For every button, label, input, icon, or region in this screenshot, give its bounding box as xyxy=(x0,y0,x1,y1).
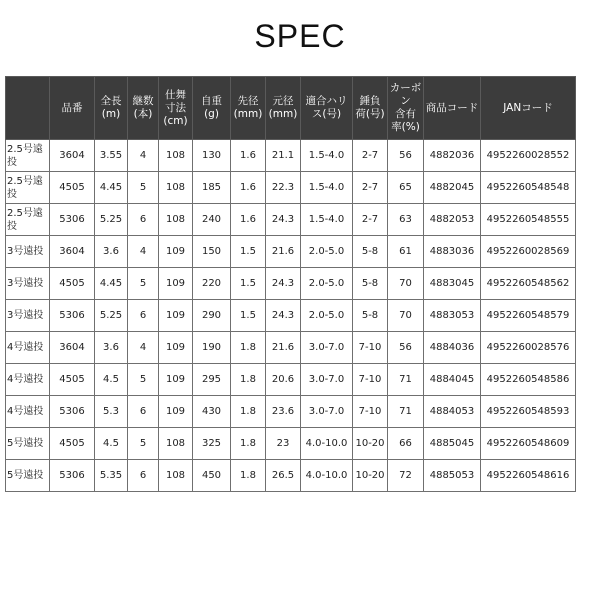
column-header-label: 元径 (mm) xyxy=(268,95,298,120)
column-header-tip-diameter xyxy=(231,77,266,140)
column-header-butt-diameter xyxy=(266,77,301,140)
cell-product-code: 4882036 xyxy=(424,140,481,172)
cell-part-number: 4505 xyxy=(50,268,95,300)
column-header-sections xyxy=(128,77,159,140)
cell-closed-length: 109 xyxy=(159,364,193,396)
cell-part-number: 5306 xyxy=(50,300,95,332)
cell-carbon-content: 56 xyxy=(388,332,424,364)
cell-sinker-load: 10-20 xyxy=(353,428,388,460)
column-header-total-length xyxy=(95,77,128,140)
cell-model-label: 2.5号遠投 xyxy=(6,140,50,172)
cell-carbon-content: 65 xyxy=(388,172,424,204)
cell-part-number: 3604 xyxy=(50,332,95,364)
cell-total-length: 3.6 xyxy=(95,236,128,268)
cell-model-label: 2.5号遠投 xyxy=(6,204,50,236)
cell-closed-length: 108 xyxy=(159,460,193,492)
column-header-label: 適合ハリ ス(号) xyxy=(305,95,348,120)
cell-closed-length: 108 xyxy=(159,428,193,460)
cell-line-rating: 2.0-5.0 xyxy=(301,236,353,268)
cell-tip-diameter: 1.8 xyxy=(231,396,266,428)
cell-butt-diameter: 26.5 xyxy=(266,460,301,492)
cell-carbon-content: 72 xyxy=(388,460,424,492)
cell-weight: 290 xyxy=(193,300,231,332)
table-row xyxy=(6,428,576,460)
cell-sinker-load: 10-20 xyxy=(353,460,388,492)
cell-model-label: 4号遠投 xyxy=(6,332,50,364)
cell-jan-code: 4952260548609 xyxy=(481,428,576,460)
cell-model-label: 3号遠投 xyxy=(6,236,50,268)
cell-jan-code: 4952260548593 xyxy=(481,396,576,428)
cell-product-code: 4882045 xyxy=(424,172,481,204)
cell-model-label: 3号遠投 xyxy=(6,300,50,332)
cell-total-length: 3.6 xyxy=(95,332,128,364)
cell-model-label: 4号遠投 xyxy=(6,396,50,428)
cell-part-number: 4505 xyxy=(50,172,95,204)
table-row xyxy=(6,396,576,428)
column-header-label: 商品コード xyxy=(425,101,479,114)
column-header-label: JANコード xyxy=(503,101,553,114)
table-row xyxy=(6,268,576,300)
cell-closed-length: 109 xyxy=(159,300,193,332)
cell-product-code: 4884053 xyxy=(424,396,481,428)
cell-weight: 450 xyxy=(193,460,231,492)
cell-closed-length: 109 xyxy=(159,332,193,364)
cell-product-code: 4884045 xyxy=(424,364,481,396)
cell-total-length: 5.25 xyxy=(95,204,128,236)
column-header-label: 品番 xyxy=(61,101,83,114)
cell-butt-diameter: 24.3 xyxy=(266,300,301,332)
spec-table xyxy=(5,76,576,492)
cell-sinker-load: 2-7 xyxy=(353,204,388,236)
cell-jan-code: 4952260548555 xyxy=(481,204,576,236)
cell-closed-length: 109 xyxy=(159,268,193,300)
cell-weight: 220 xyxy=(193,268,231,300)
cell-butt-diameter: 21.6 xyxy=(266,236,301,268)
cell-butt-diameter: 23 xyxy=(266,428,301,460)
column-header-label: 継数 (本) xyxy=(132,95,154,120)
cell-sections: 5 xyxy=(128,268,159,300)
cell-butt-diameter: 22.3 xyxy=(266,172,301,204)
spec-table-container xyxy=(5,76,576,492)
cell-tip-diameter: 1.8 xyxy=(231,364,266,396)
cell-weight: 325 xyxy=(193,428,231,460)
cell-line-rating: 4.0-10.0 xyxy=(301,460,353,492)
cell-sections: 5 xyxy=(128,364,159,396)
cell-weight: 150 xyxy=(193,236,231,268)
cell-butt-diameter: 21.6 xyxy=(266,332,301,364)
cell-part-number: 3604 xyxy=(50,140,95,172)
cell-carbon-content: 56 xyxy=(388,140,424,172)
table-row xyxy=(6,172,576,204)
cell-carbon-content: 71 xyxy=(388,364,424,396)
cell-tip-diameter: 1.8 xyxy=(231,332,266,364)
cell-sections: 6 xyxy=(128,204,159,236)
cell-total-length: 4.5 xyxy=(95,428,128,460)
cell-total-length: 5.25 xyxy=(95,300,128,332)
cell-product-code: 4883045 xyxy=(424,268,481,300)
cell-jan-code: 4952260028576 xyxy=(481,332,576,364)
cell-butt-diameter: 23.6 xyxy=(266,396,301,428)
cell-line-rating: 2.0-5.0 xyxy=(301,268,353,300)
cell-total-length: 3.55 xyxy=(95,140,128,172)
cell-product-code: 4883053 xyxy=(424,300,481,332)
cell-carbon-content: 61 xyxy=(388,236,424,268)
cell-sections: 4 xyxy=(128,332,159,364)
cell-sinker-load: 5-8 xyxy=(353,236,388,268)
cell-total-length: 4.5 xyxy=(95,364,128,396)
cell-sinker-load: 7-10 xyxy=(353,332,388,364)
cell-model-label: 5号遠投 xyxy=(6,460,50,492)
cell-sections: 5 xyxy=(128,428,159,460)
table-row xyxy=(6,300,576,332)
column-header-label: 仕舞 寸法 (cm) xyxy=(163,88,188,127)
cell-carbon-content: 63 xyxy=(388,204,424,236)
table-row xyxy=(6,140,576,172)
column-header-carbon-content xyxy=(388,77,424,140)
cell-tip-diameter: 1.6 xyxy=(231,204,266,236)
table-row xyxy=(6,332,576,364)
cell-part-number: 3604 xyxy=(50,236,95,268)
cell-sections: 6 xyxy=(128,300,159,332)
cell-tip-diameter: 1.8 xyxy=(231,460,266,492)
cell-model-label: 5号遠投 xyxy=(6,428,50,460)
cell-total-length: 5.3 xyxy=(95,396,128,428)
cell-butt-diameter: 21.1 xyxy=(266,140,301,172)
cell-weight: 240 xyxy=(193,204,231,236)
table-header-row xyxy=(6,77,576,140)
cell-sinker-load: 2-7 xyxy=(353,172,388,204)
cell-line-rating: 1.5-4.0 xyxy=(301,204,353,236)
cell-part-number: 5306 xyxy=(50,460,95,492)
column-header-weight xyxy=(193,77,231,140)
cell-tip-diameter: 1.5 xyxy=(231,300,266,332)
cell-butt-diameter: 24.3 xyxy=(266,268,301,300)
cell-total-length: 4.45 xyxy=(95,172,128,204)
column-header-label: カーボン 含有 率(%) xyxy=(389,82,422,133)
cell-sections: 5 xyxy=(128,172,159,204)
column-header-sinker-load xyxy=(353,77,388,140)
cell-line-rating: 4.0-10.0 xyxy=(301,428,353,460)
cell-line-rating: 1.5-4.0 xyxy=(301,172,353,204)
cell-sinker-load: 7-10 xyxy=(353,364,388,396)
cell-weight: 190 xyxy=(193,332,231,364)
cell-product-code: 4885045 xyxy=(424,428,481,460)
cell-jan-code: 4952260548586 xyxy=(481,364,576,396)
cell-product-code: 4884036 xyxy=(424,332,481,364)
column-header-model-label xyxy=(6,77,50,140)
cell-jan-code: 4952260028569 xyxy=(481,236,576,268)
cell-model-label: 3号遠投 xyxy=(6,268,50,300)
cell-sinker-load: 5-8 xyxy=(353,268,388,300)
cell-weight: 130 xyxy=(193,140,231,172)
cell-line-rating: 3.0-7.0 xyxy=(301,332,353,364)
column-header-label: 錘負 荷(号) xyxy=(355,95,385,120)
column-header-line-rating xyxy=(301,77,353,140)
cell-total-length: 4.45 xyxy=(95,268,128,300)
cell-jan-code: 4952260028552 xyxy=(481,140,576,172)
cell-sinker-load: 2-7 xyxy=(353,140,388,172)
cell-jan-code: 4952260548616 xyxy=(481,460,576,492)
cell-closed-length: 108 xyxy=(159,140,193,172)
column-header-part-number xyxy=(50,77,95,140)
cell-butt-diameter: 20.6 xyxy=(266,364,301,396)
cell-weight: 295 xyxy=(193,364,231,396)
table-body xyxy=(6,140,576,492)
cell-product-code: 4882053 xyxy=(424,204,481,236)
cell-closed-length: 108 xyxy=(159,172,193,204)
column-header-label: 自重 (g) xyxy=(201,95,222,120)
cell-weight: 185 xyxy=(193,172,231,204)
cell-part-number: 4505 xyxy=(50,364,95,396)
cell-product-code: 4883036 xyxy=(424,236,481,268)
cell-line-rating: 2.0-5.0 xyxy=(301,300,353,332)
cell-total-length: 5.35 xyxy=(95,460,128,492)
column-header-label: 先径 (mm) xyxy=(233,95,263,120)
column-header-product-code xyxy=(424,77,481,140)
cell-sections: 6 xyxy=(128,460,159,492)
cell-model-label: 2.5号遠投 xyxy=(6,172,50,204)
cell-part-number: 5306 xyxy=(50,396,95,428)
cell-jan-code: 4952260548562 xyxy=(481,268,576,300)
cell-tip-diameter: 1.5 xyxy=(231,268,266,300)
cell-jan-code: 4952260548579 xyxy=(481,300,576,332)
table-row xyxy=(6,236,576,268)
cell-tip-diameter: 1.5 xyxy=(231,236,266,268)
cell-sections: 6 xyxy=(128,396,159,428)
cell-model-label: 4号遠投 xyxy=(6,364,50,396)
cell-tip-diameter: 1.8 xyxy=(231,428,266,460)
cell-closed-length: 109 xyxy=(159,396,193,428)
cell-weight: 430 xyxy=(193,396,231,428)
table-row xyxy=(6,204,576,236)
cell-closed-length: 109 xyxy=(159,236,193,268)
cell-carbon-content: 70 xyxy=(388,300,424,332)
cell-part-number: 5306 xyxy=(50,204,95,236)
table-row xyxy=(6,364,576,396)
column-header-closed-length xyxy=(159,77,193,140)
column-header-jan-code xyxy=(481,77,576,140)
cell-sinker-load: 5-8 xyxy=(353,300,388,332)
page-title: SPEC xyxy=(254,18,346,54)
cell-carbon-content: 66 xyxy=(388,428,424,460)
table-row xyxy=(6,460,576,492)
column-header-label: 全長 (m) xyxy=(100,95,122,120)
cell-sections: 4 xyxy=(128,236,159,268)
cell-tip-diameter: 1.6 xyxy=(231,140,266,172)
cell-line-rating: 1.5-4.0 xyxy=(301,140,353,172)
cell-jan-code: 4952260548548 xyxy=(481,172,576,204)
cell-line-rating: 3.0-7.0 xyxy=(301,364,353,396)
cell-sections: 4 xyxy=(128,140,159,172)
cell-tip-diameter: 1.6 xyxy=(231,172,266,204)
cell-carbon-content: 71 xyxy=(388,396,424,428)
cell-carbon-content: 70 xyxy=(388,268,424,300)
cell-sinker-load: 7-10 xyxy=(353,396,388,428)
cell-line-rating: 3.0-7.0 xyxy=(301,396,353,428)
cell-butt-diameter: 24.3 xyxy=(266,204,301,236)
cell-closed-length: 108 xyxy=(159,204,193,236)
cell-part-number: 4505 xyxy=(50,428,95,460)
cell-product-code: 4885053 xyxy=(424,460,481,492)
